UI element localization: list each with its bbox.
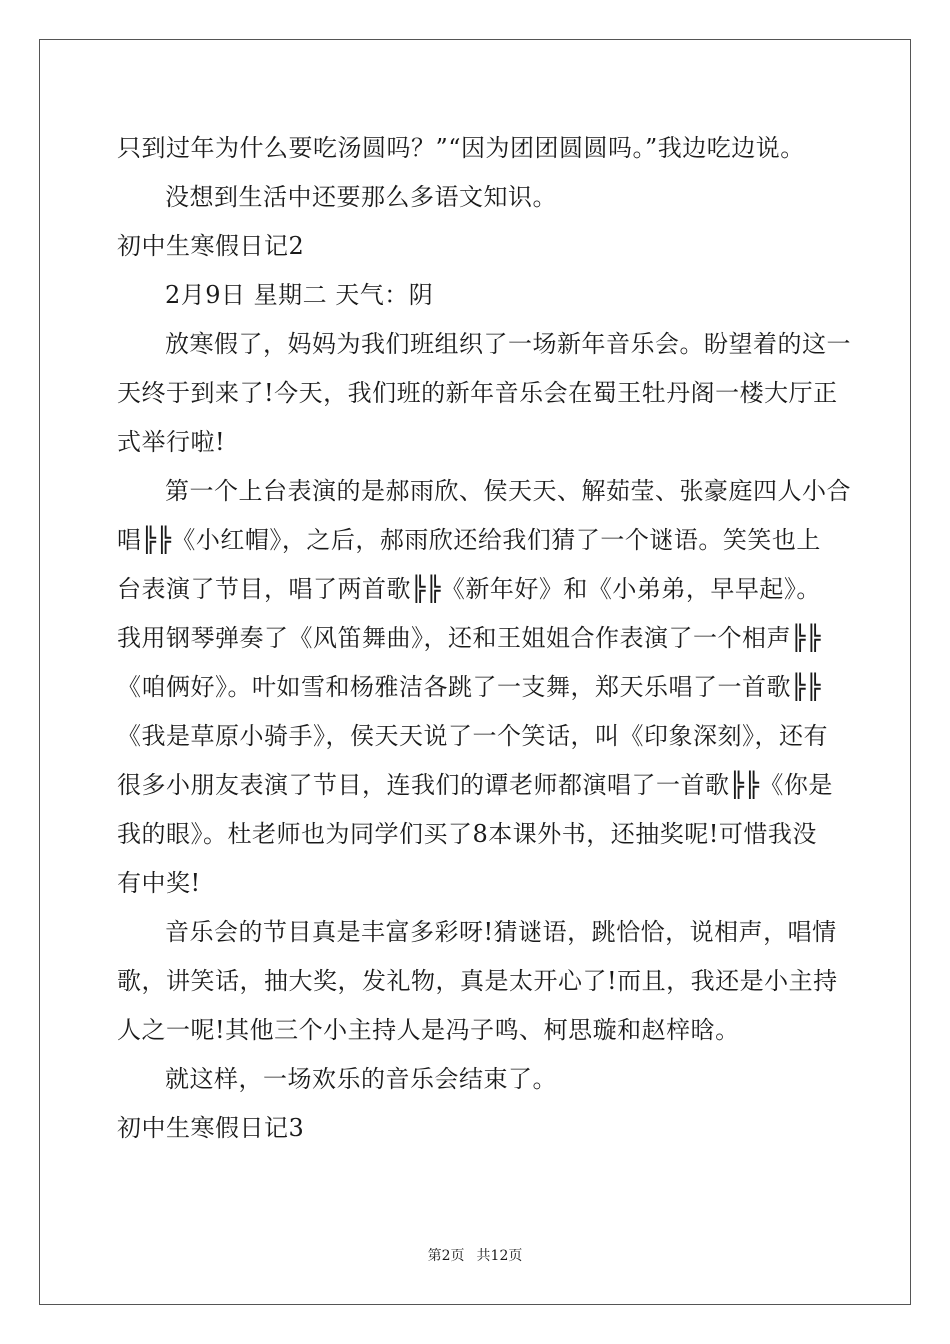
- text-line: 人之一呢!其他三个小主持人是冯子鸣、柯思璇和赵梓晗。: [117, 1016, 740, 1044]
- text-line: 台表演了节目，唱了两首歌╠╠《新年好》和《小弟弟，早早起》。: [117, 575, 821, 603]
- text-line: 放寒假了，妈妈为我们班组织了一场新年音乐会。盼望着的这一: [165, 330, 851, 358]
- text-line: 就这样，一场欢乐的音乐会结束了。: [165, 1065, 557, 1093]
- text-line: 我用钢琴弹奏了《风笛舞曲》，还和王姐姐合作表演了一个相声╠╠: [117, 624, 821, 652]
- text-line: 唱╠╠《小红帽》，之后，郝雨欣还给我们猜了一个谜语。笑笑也上: [117, 526, 821, 554]
- text-line: 式举行啦!: [117, 428, 226, 456]
- text-line: 天终于到来了!今天，我们班的新年音乐会在蜀王牡丹阁一楼大厅正: [117, 379, 838, 407]
- text-line: 《咱俩好》。叶如雪和杨雅洁各跳了一支舞，郑天乐唱了一首歌╠╠: [117, 673, 821, 701]
- diary-date-line: 2月9日 星期二 天气：阴: [165, 281, 434, 309]
- document-body: [117, 124, 851, 1153]
- text-line: 我的眼》。杜老师也为同学们买了8本课外书，还抽奖呢!可惜我没: [117, 820, 817, 848]
- text-line: 很多小朋友表演了节目，连我们的谭老师都演唱了一首歌╠╠《你是: [117, 771, 833, 799]
- text-line: 只到过年为什么要吃汤圆吗？”“因为团团圆圆吗。”我边吃边说。: [117, 134, 805, 162]
- text-line: 歌，讲笑话，抽大奖，发礼物，真是太开心了!而且，我还是小主持: [117, 967, 838, 995]
- page-footer: [0, 1245, 950, 1265]
- page-total: 共12页: [476, 1248, 523, 1264]
- text-line: 有中奖!: [117, 869, 201, 897]
- text-line: 音乐会的节目真是丰富多彩呀!猜谜语，跳恰恰，说相声，唱情: [165, 918, 837, 946]
- text-line: 第一个上台表演的是郝雨欣、侯天天、解茹莹、张豪庭四人小合: [165, 477, 851, 505]
- section-heading: 初中生寒假日记3: [117, 1114, 305, 1142]
- page-number: 第2页: [427, 1248, 465, 1264]
- text-line: 《我是草原小骑手》，侯天天说了一个笑话，叫《印象深刻》，还有: [117, 722, 828, 750]
- text-line: 没想到生活中还要那么多语文知识。: [165, 183, 557, 211]
- section-heading: 初中生寒假日记2: [117, 232, 305, 260]
